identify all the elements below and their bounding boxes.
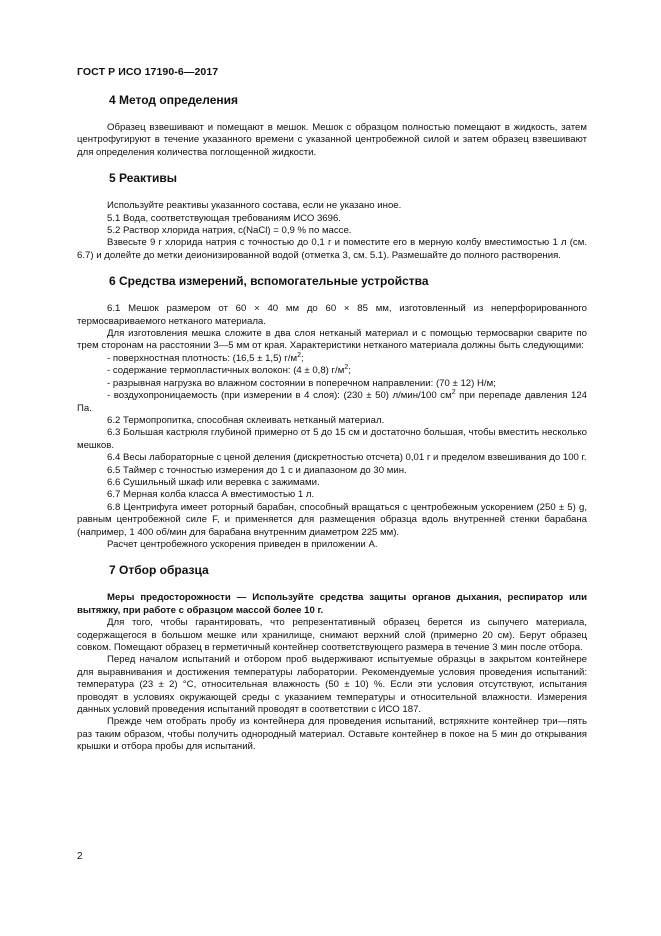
paragraph: 6.6 Сушильный шкаф или веревка с зажимами. <box>107 476 320 488</box>
list-item: - содержание термопластичных волокон: (4 ± 0,8) $г/м^2$; <box>107 364 351 377</box>
document-header: ГОСТ Р ИСО 17190-6—2017 <box>77 66 219 78</box>
paragraph: Взвесьте 9 г хлорида натрия с точностью до 0,1 г и поместите его в мерную колбу вместимостью 1 л (см. 6.7) и долейте до метки деионизированной водой (отметка 3, см. 5.1). Размешайте до полного растворения. <box>77 237 587 261</box>
paragraph: 6.7 Мерная колба класса А вместимостью 1 л. <box>107 489 315 501</box>
section-6-heading: 6 Средства измерений, вспомогательные устройства <box>109 274 429 289</box>
section-5-heading: 5 Реактивы <box>109 171 177 186</box>
paragraph: 6.1 Мешок размером от 60 × 40 мм до 60 × 85 мм, изготовленный из неперфорированного термосвариваемого нетканого материала. <box>77 303 587 327</box>
list-item: - воздухопроницаемость (при измерении в 4 слоя): (230 ± 50) л/мин/100 $см^2$ при перепаде давления 124 Па. <box>77 388 587 414</box>
list-item: - поверхностная плотность: (16,5 ± 1,5) $г/м^2$; <box>107 351 304 364</box>
paragraph: 6.2 Термопропитка, способная склеивать нетканый материал. <box>107 414 385 426</box>
paragraph: Перед началом испытаний и отбором проб выдерживают испытуемые образцы в закрытом контейнере для выравнивания и достижения температуры лаборатории. Рекомендуемые условия проведения испытаний: температура (23 ± 2) °С, относительная влажность (50 ± 10) %. Если эти условия отсутствуют, испытания проводят в условиях окружающей среды с указанием температуры и относительной влажности. Измерения данных условий проведения испытаний проводят в соответствии с ИСО 187. <box>77 654 587 716</box>
paragraph: Прежде чем отобрать пробу из контейнера для проведения испытаний, встряхните контейнер три—пять раз таким образом, чтобы получить однородный материал. Оставьте контейнер в покое на 5 мин до открывания крышки и отбора пробы для испытаний. <box>77 716 587 753</box>
paragraph: Для того, чтобы гарантировать, что репрезентативный образец берется из сыпучего материала, содержащегося в большом мешке или хранилище, снимают верхний слой (примерно 20 см). Берут образец совком. Помещают образец в герметичный контейнер соответствующего размера в течение 3 мин после отбора. <box>77 617 587 653</box>
list-item: - разрывная нагрузка во влажном состоянии в поперечном направлении: (70 ± 12) Н/м; <box>107 377 496 389</box>
page-number: 2 <box>77 851 83 862</box>
paragraph: 5.1 Вода, соответствующая требованиям ИСО 3696. <box>107 212 341 224</box>
paragraph: 6.4 Весы лабораторные с ценой деления (дискретностью отсчета) 0,01 г и пределом взвешивания до 100 г. <box>107 452 587 464</box>
paragraph: Расчет центробежного ускорения приведен в приложении А. <box>107 538 378 550</box>
paragraph: Образец взвешивают и помещают в мешок. Мешок с образцом полностью помещают в жидкость, затем центрофугируют в течение указанного времени с указанной центробежной силой и затем образец взвешивают для определения количества поглощенной жидкости. <box>77 122 587 158</box>
paragraph: 6.3 Большая кастрюля глубиной примерно от 5 до 15 см и достаточно большая, чтобы вместить несколько мешков. <box>77 427 587 451</box>
paragraph: 6.8 Центрифуга имеет роторный барабан, способный вращаться с центробежным ускорением (250 ± 5) g, равным центробежной силе F, и применяется для размещения образца вдоль внутренней стенки барабана (например, 1 400 об/мин для барабана внутренним диаметром 225 мм). <box>77 501 587 538</box>
paragraph: 6.5 Таймер с точностью измерения до 1 с и диапазоном до 30 мин. <box>107 464 407 476</box>
section-7-heading: 7 Отбор образца <box>109 563 209 578</box>
paragraph: 5.2 Раствор хлорида натрия, c(NaCl) = 0,9 % по массе. <box>107 225 352 237</box>
document-body <box>77 93 587 754</box>
warning-note: Меры предосторожности — Используйте средства защиты органов дыхания, респиратор или вытяжку, при работе с образцом массой более 10 г. <box>77 592 587 616</box>
paragraph: Для изготовления мешка сложите в два слоя нетканый материал и с помощью термосварки сварите по трем сторонам на расстоянии 3—5 мм от края. Характеристики нетканого материала должны быть следующими: <box>77 328 587 352</box>
paragraph: Используйте реактивы указанного состава, если не указано иное. <box>107 200 402 212</box>
section-4-heading: 4 Метод определения <box>109 93 238 107</box>
